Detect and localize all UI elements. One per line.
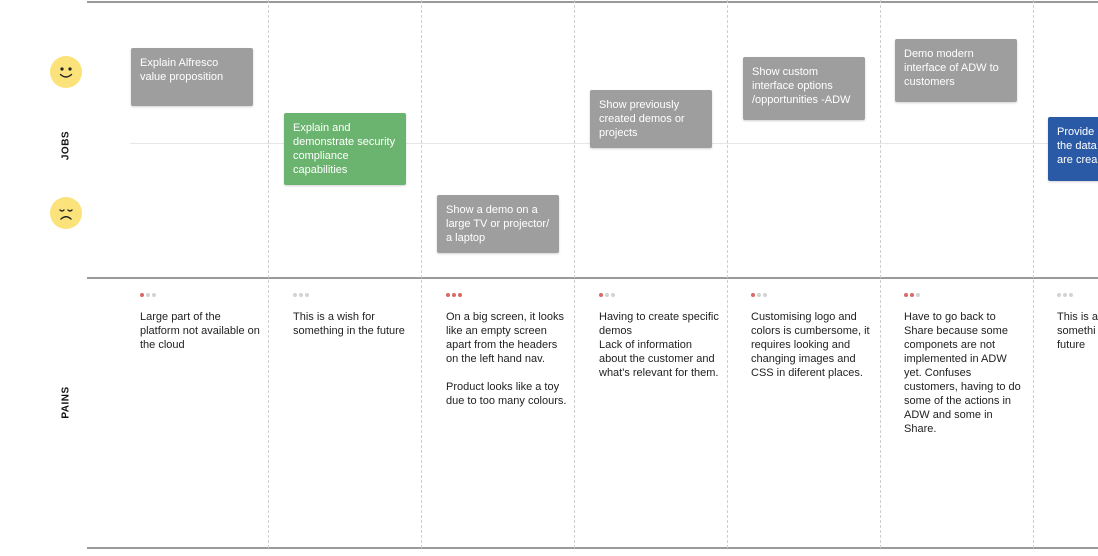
severity-dot [1069,293,1073,297]
column-divider [268,0,269,548]
severity-dots [293,293,415,298]
row-divider [87,277,1098,279]
pain-item [140,293,262,352]
severity-dot [1063,293,1067,297]
severity-dots [599,293,721,298]
pain-text: This is a wish for something in the future [293,311,405,337]
severity-dot [299,293,303,297]
pain-text: This is a somethi future [1057,311,1098,351]
severity-dot [611,293,615,297]
jobs-row-label: JOBS [60,130,72,161]
job-card[interactable]: Show previously created demos or projects [590,90,712,148]
severity-dot [146,293,150,297]
job-card[interactable]: Explain and demonstrate security compliance capabilities [284,113,406,185]
severity-dot [605,293,609,297]
column-divider [1033,0,1034,548]
pains-row-label: PAINS [60,386,72,419]
severity-dots [446,293,568,298]
severity-dot [916,293,920,297]
severity-dots [751,293,873,298]
job-card[interactable]: Show custom interface options /opportunities -ADW [743,57,865,120]
severity-dots [140,293,262,298]
severity-dot [910,293,914,297]
severity-dots [1057,293,1098,298]
pain-item [446,293,568,408]
severity-dot [757,293,761,297]
pain-text: Have to go back to Share because some componets are not implemented in ADW yet. Confuses customers, having to do some of the actions in ADW and some in Share. [904,311,1021,435]
severity-dot [293,293,297,297]
severity-dot [446,293,450,297]
job-card[interactable]: Show a demo on a large TV or projector/ a laptop [437,195,559,253]
sad-face-icon [50,197,82,229]
severity-dot [1057,293,1061,297]
top-border [87,1,1098,3]
column-divider [421,0,422,548]
severity-dot [152,293,156,297]
severity-dot [599,293,603,297]
job-card[interactable]: Provide the data are crea [1048,117,1098,181]
severity-dots [904,293,1026,298]
severity-dot [751,293,755,297]
column-divider [574,0,575,548]
severity-dot [305,293,309,297]
job-card[interactable]: Demo modern interface of ADW to customers [895,39,1017,102]
pain-text: Having to create specific demos Lack of information about the customer and what's relevant for them. [599,311,719,379]
severity-dot [763,293,767,297]
pain-item [293,293,415,338]
bottom-border [87,547,1098,549]
pain-item [599,293,721,380]
severity-dot [904,293,908,297]
pain-text: On a big screen, it looks like an empty screen apart from the headers on the left hand nav. Product looks like a toy due to too many colours. [446,311,567,407]
pain-item [904,293,1026,436]
job-card[interactable]: Explain Alfresco value proposition [131,48,253,106]
column-divider [880,0,881,548]
column-divider [727,0,728,548]
pain-text: Large part of the platform not available on the cloud [140,311,260,351]
happy-face-icon [50,56,82,88]
pain-item [1057,293,1098,352]
severity-dot [458,293,462,297]
severity-dot [452,293,456,297]
pain-text: Customising logo and colors is cumbersome, it requires looking and changing images and CSS in diferent places. [751,311,870,379]
severity-dot [140,293,144,297]
pain-item [751,293,873,380]
